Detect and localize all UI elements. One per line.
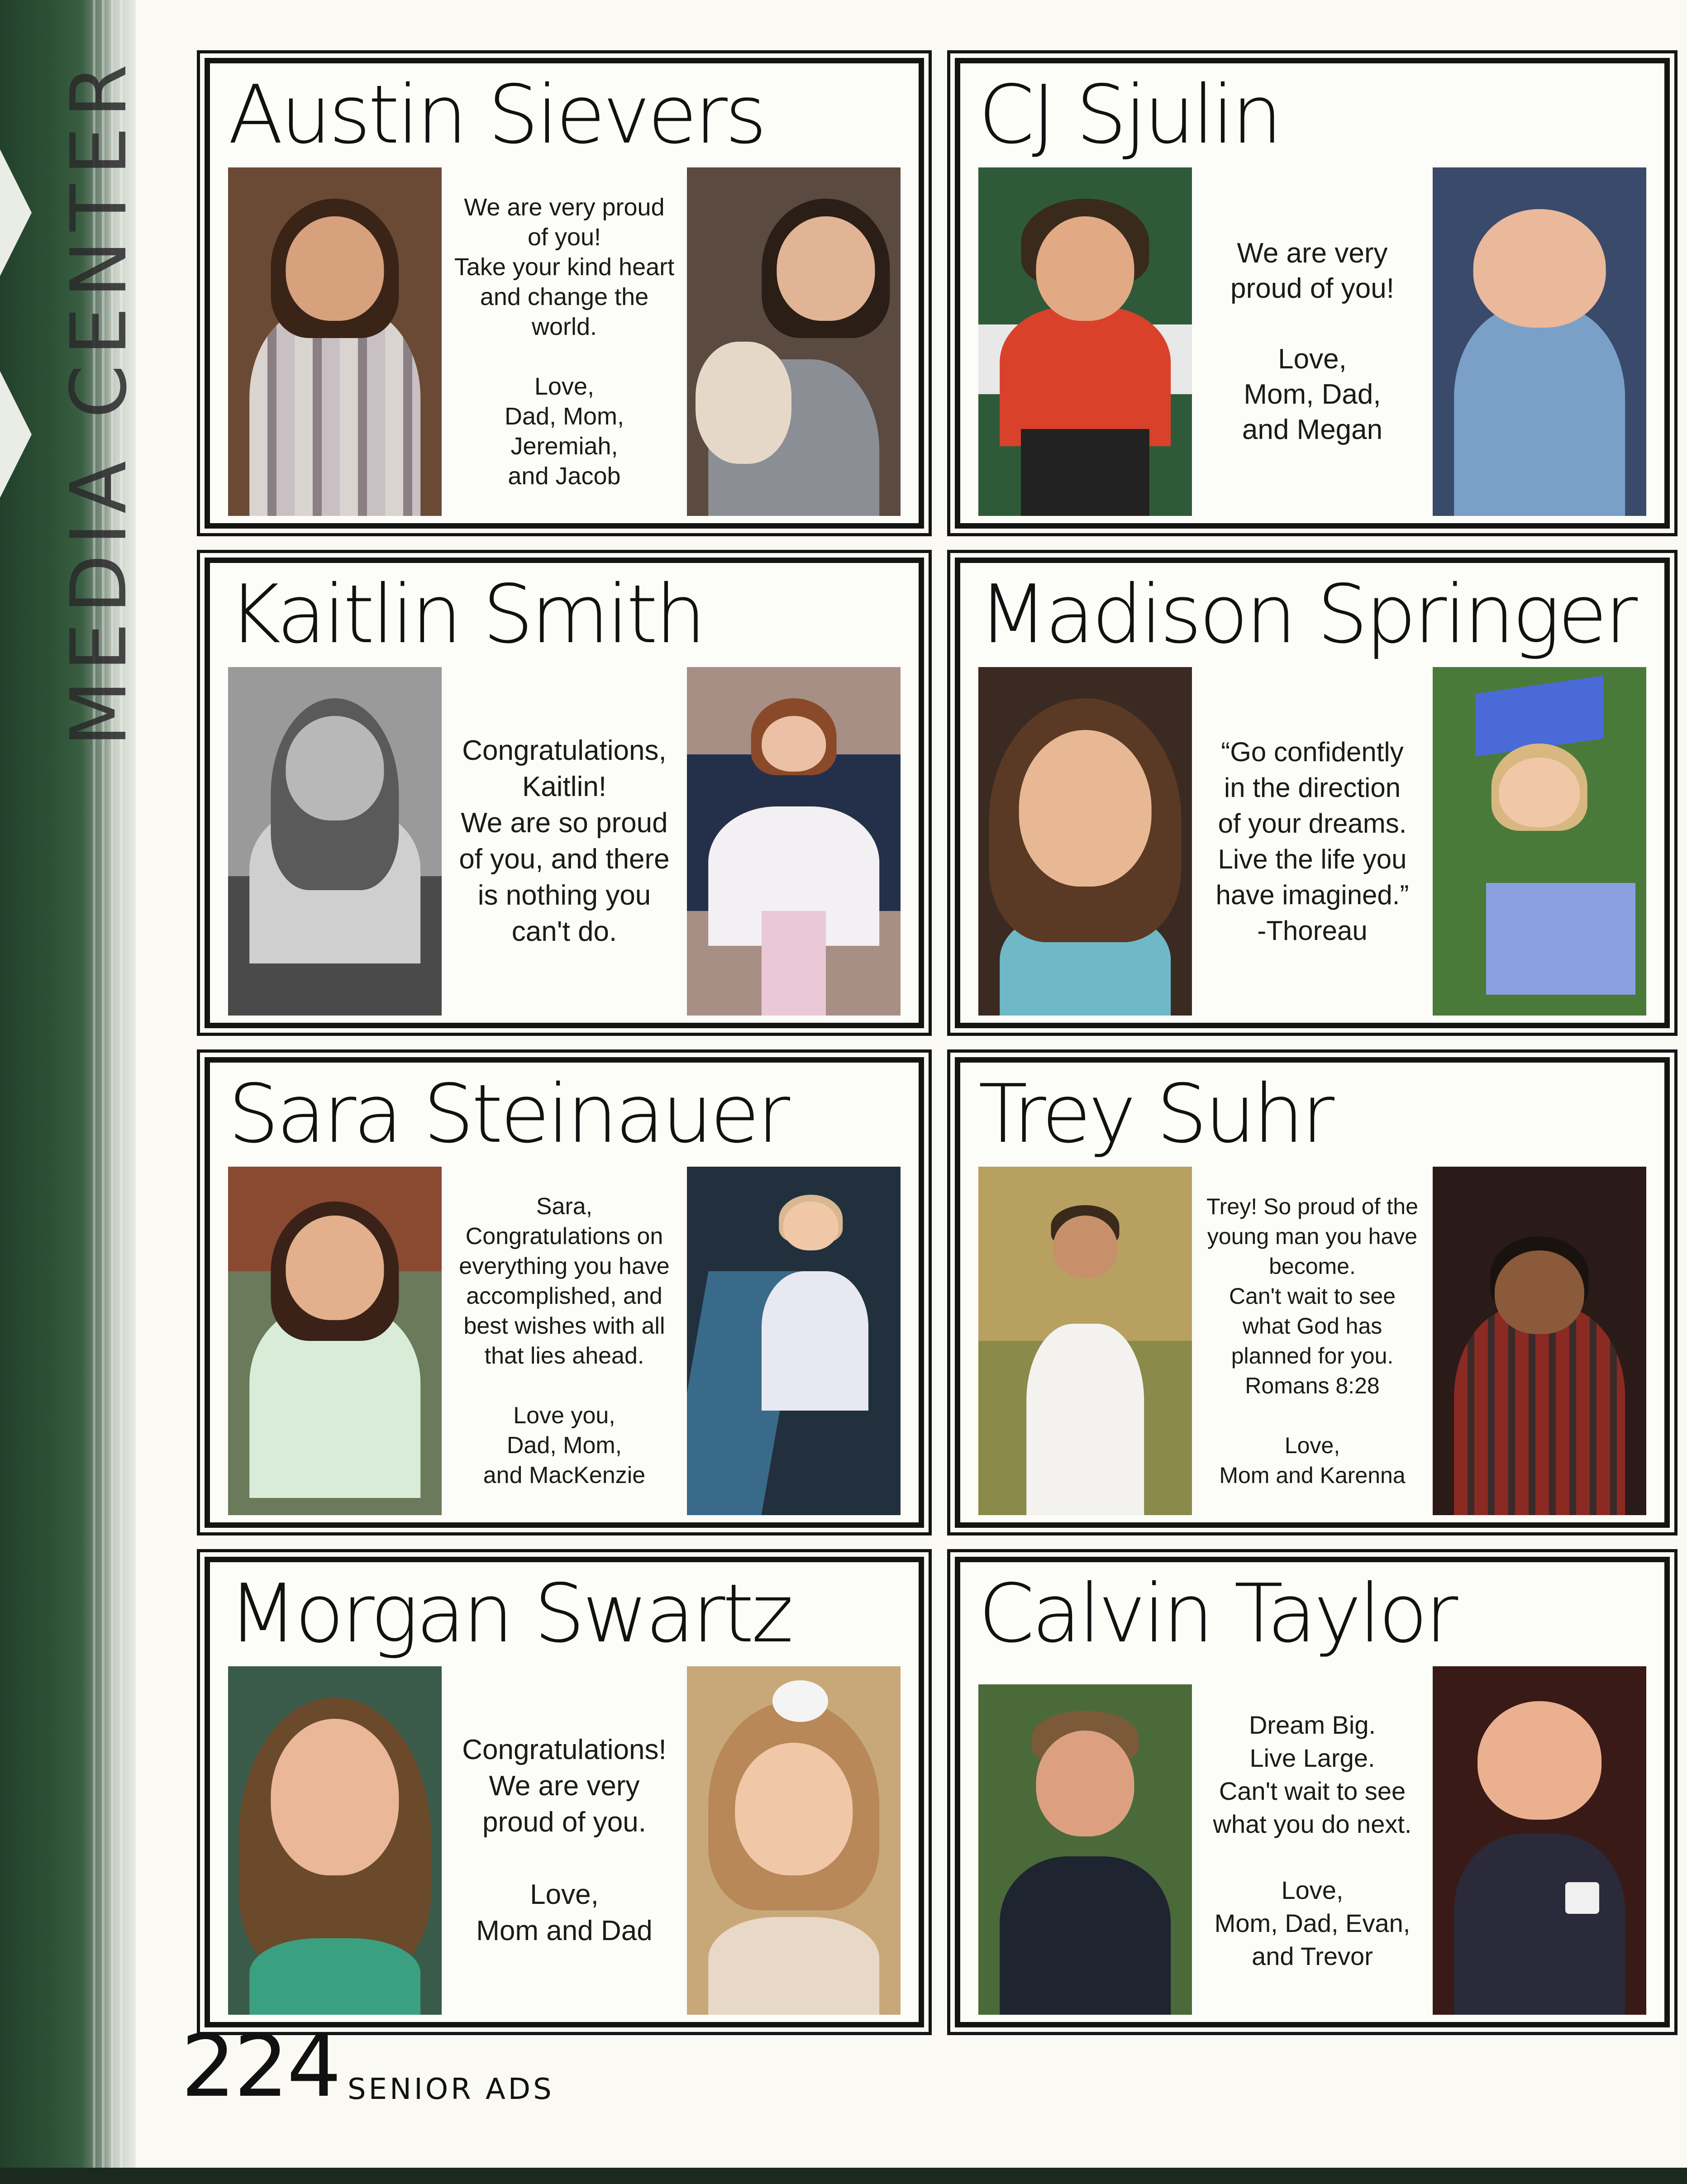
childhood-photo xyxy=(687,167,901,516)
senior-photo xyxy=(978,667,1192,1016)
senior-photo xyxy=(228,1666,442,2015)
senior-name: Morgan Swartz xyxy=(228,1567,791,1660)
childhood-photo xyxy=(1433,167,1646,516)
childhood-photo xyxy=(687,667,901,1016)
senior-name: Sara Steinauer xyxy=(228,1067,788,1161)
section-label: SENIOR ADS xyxy=(348,2073,554,2106)
senior-photo xyxy=(228,667,442,1016)
senior-ad-kaitlin-smith xyxy=(205,558,924,1028)
binding-arrow-decoration xyxy=(0,149,32,276)
childhood-photo xyxy=(687,1666,901,2015)
binding-arrow-decoration xyxy=(0,371,32,498)
senior-name: CJ Sjulin xyxy=(978,68,1280,162)
senior-ad-cj-sjulin xyxy=(955,58,1670,529)
senior-ad-madison-springer xyxy=(955,558,1670,1028)
senior-photo xyxy=(978,167,1192,516)
senior-ad-morgan-swartz xyxy=(205,1557,924,2027)
ad-message: Sara, Congratulations on everything you have accomplished, and best wishes with all that lies ahead. Love you, Dad, Mom, and MacKenzie xyxy=(459,1193,670,1488)
childhood-photo xyxy=(1433,667,1646,1016)
senior-ad-calvin-taylor xyxy=(955,1557,1670,2027)
ad-message: We are very proud of you! Take your kind heart and change the world. Love, Dad, Mom, Jeremiah, and Jacob xyxy=(454,194,675,490)
senior-photo xyxy=(978,1684,1192,2015)
senior-photo xyxy=(978,1167,1192,1515)
page-bottom-edge xyxy=(0,2168,1687,2184)
ad-message: We are very proud of you! Love, Mom, Dad, and Megan xyxy=(1230,238,1394,445)
spine-handwriting: MEDIA CENTER xyxy=(54,55,144,747)
childhood-photo xyxy=(1433,1167,1646,1515)
bib-patch-icon xyxy=(1565,1882,1600,1913)
senior-name: Austin Sievers xyxy=(228,68,764,162)
senior-name: Trey Suhr xyxy=(978,1067,1332,1161)
ad-message: Congratulations! We are very proud of you. Love, Mom and Dad xyxy=(462,1734,667,1946)
senior-ad-trey-suhr xyxy=(955,1057,1670,1528)
childhood-photo xyxy=(1433,1666,1646,2015)
ad-message: Dream Big. Live Large. Can't wait to see what you do next. Love, Mom, Dad, Evan, and Trevor xyxy=(1213,1711,1412,1970)
page-number: 224 xyxy=(181,2016,340,2116)
senior-name: Kaitlin Smith xyxy=(228,567,704,661)
senior-ad-sara-steinauer xyxy=(205,1057,924,1528)
senior-photo xyxy=(228,167,442,516)
childhood-photo xyxy=(687,1167,901,1515)
senior-ad-austin-sievers xyxy=(205,58,924,529)
senior-name: Calvin Taylor xyxy=(978,1567,1456,1660)
ad-message: Congratulations, Kaitlin! We are so proud of you, and there is nothing you can't do. xyxy=(459,735,670,947)
senior-name: Madison Springer xyxy=(978,567,1635,661)
ad-message: “Go confidently in the direction of your dreams. Live the life you have imagined.” -Thoreau xyxy=(1215,737,1409,946)
senior-photo xyxy=(228,1167,442,1515)
ad-message: Trey! So proud of the young man you have become. Can't wait to see what God has planned for you. Romans 8:28 Love, Mom and Karenna xyxy=(1206,1194,1418,1488)
